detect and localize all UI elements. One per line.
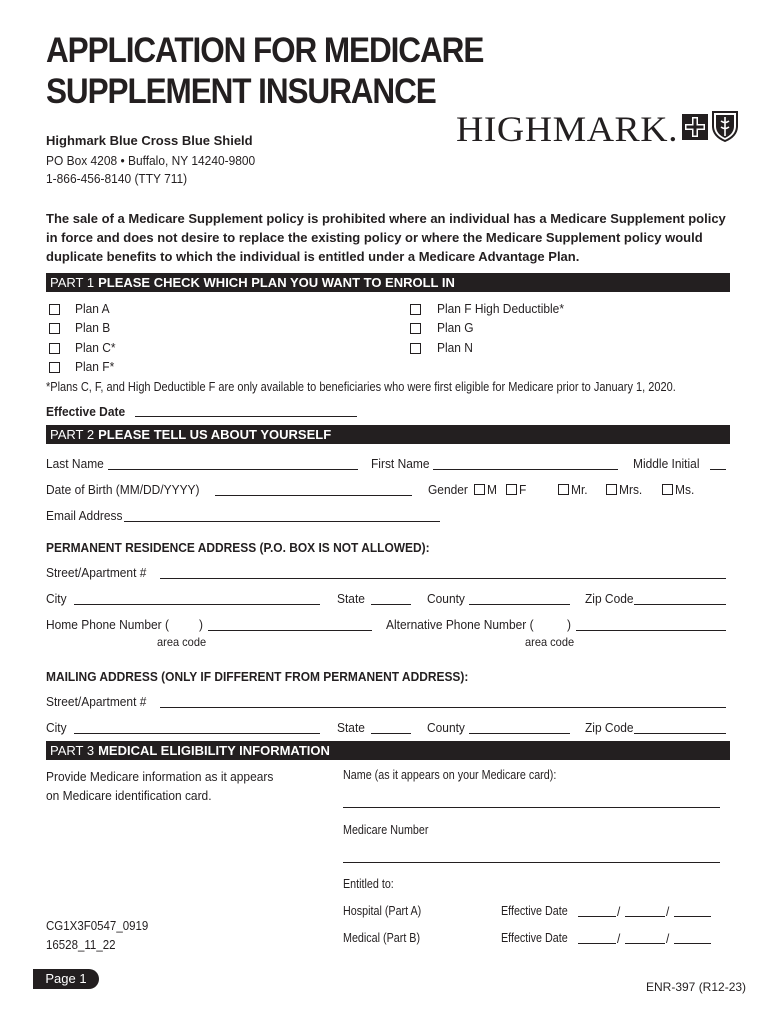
- title-mr-label: Mr.: [571, 482, 588, 497]
- form-title: [46, 30, 483, 112]
- part-b-effective-date-label: Effective Date: [501, 931, 568, 945]
- gender-label: Gender: [428, 482, 468, 497]
- part1-number: PART 1: [50, 275, 95, 290]
- mail-street-label: Street/Apartment #: [46, 694, 147, 709]
- mail-county-field[interactable]: [469, 733, 570, 734]
- first-name-field[interactable]: [433, 469, 618, 470]
- middle-initial-label: Middle Initial: [633, 456, 700, 471]
- home-phone-paren: ): [199, 617, 203, 632]
- form-code-1: CG1X3F0547_0919: [46, 919, 149, 933]
- perm-city-field[interactable]: [74, 604, 320, 605]
- email-field[interactable]: [124, 521, 440, 522]
- part-b-year-field[interactable]: [674, 943, 711, 944]
- plan-b-checkbox[interactable]: [49, 323, 60, 334]
- gender-m-label: M: [487, 482, 497, 497]
- medicare-number-field[interactable]: [343, 862, 720, 863]
- form-title-line1: APPLICATION FOR MEDICARE: [46, 31, 484, 70]
- org-address: PO Box 4208 • Buffalo, NY 14240-9800: [46, 153, 256, 168]
- part2-number: PART 2: [50, 427, 95, 442]
- perm-street-field[interactable]: [160, 578, 726, 579]
- perm-city-label: City: [46, 591, 67, 606]
- plan-g-checkbox[interactable]: [410, 323, 421, 334]
- medicare-name-field[interactable]: [343, 807, 720, 808]
- first-name-label: First Name: [371, 456, 430, 471]
- mail-zip-field[interactable]: [634, 733, 726, 734]
- perm-state-field[interactable]: [371, 604, 411, 605]
- gender-f-label: F: [519, 482, 527, 497]
- org-phone: 1-866-456-8140 (TTY 711): [46, 171, 188, 186]
- plan-c-checkbox[interactable]: [49, 343, 60, 354]
- plan-b-label: Plan B: [75, 320, 111, 335]
- title-mrs-label: Mrs.: [619, 482, 643, 497]
- mail-state-field[interactable]: [371, 733, 411, 734]
- part2-label: PLEASE TELL US ABOUT YOURSELF: [98, 427, 332, 442]
- part-a-year-field[interactable]: [674, 916, 711, 917]
- form-id: ENR-397 (R12-23): [646, 980, 747, 994]
- email-label: Email Address: [46, 508, 123, 523]
- perm-county-label: County: [427, 591, 465, 606]
- last-name-field[interactable]: [108, 469, 358, 470]
- perm-county-field[interactable]: [469, 604, 570, 605]
- part-b-month-field[interactable]: [578, 943, 616, 944]
- part-a-effective-date-label: Effective Date: [501, 904, 568, 918]
- perm-state-label: State: [337, 591, 365, 606]
- part-b-slash-2: /: [666, 931, 670, 946]
- entitled-to-label: Entitled to:: [343, 877, 394, 891]
- plan-n-label: Plan N: [437, 340, 473, 355]
- part-a-day-field[interactable]: [625, 916, 665, 917]
- title-mr-checkbox[interactable]: [558, 484, 569, 495]
- part3-header: [46, 741, 730, 760]
- medicare-name-label: Name (as it appears on your Medicare card):: [343, 768, 557, 782]
- gender-f-checkbox[interactable]: [506, 484, 517, 495]
- blue-shield-icon: [712, 110, 738, 142]
- plan-f-label: Plan F*: [75, 359, 115, 374]
- org-name: Highmark Blue Cross Blue Shield: [46, 133, 253, 148]
- page-number-badge: Page 1: [33, 969, 99, 989]
- alt-phone-paren: ): [567, 617, 571, 632]
- effective-date-field[interactable]: [135, 416, 357, 417]
- dob-field[interactable]: [215, 495, 412, 496]
- provide-info-line2: on Medicare identification card.: [46, 788, 212, 803]
- plan-f-checkbox[interactable]: [49, 362, 60, 373]
- home-phone-label: Home Phone Number (: [46, 617, 169, 632]
- part2-header: [46, 425, 730, 444]
- home-phone-area-code: area code: [157, 635, 207, 649]
- mail-city-field[interactable]: [74, 733, 320, 734]
- home-phone-field[interactable]: [208, 630, 372, 631]
- part-a-slash-2: /: [666, 904, 670, 919]
- hospital-part-a-label: Hospital (Part A): [343, 904, 422, 918]
- blue-cross-icon: [682, 114, 708, 140]
- dob-label: Date of Birth (MM/DD/YYYY): [46, 482, 200, 497]
- permanent-address-heading: PERMANENT RESIDENCE ADDRESS (P.O. BOX IS NOT ALLOWED):: [46, 540, 430, 555]
- plans-footnote: *Plans C, F, and High Deductible F are only available to beneficiaries who were first eligible for Medicare prior to January 1, 2020.: [46, 380, 676, 394]
- part1-header: [46, 273, 730, 292]
- medicare-number-label: Medicare Number: [343, 823, 429, 837]
- gender-m-checkbox[interactable]: [474, 484, 485, 495]
- form-code-2: 16528_11_22: [46, 938, 116, 952]
- mail-street-field[interactable]: [160, 707, 726, 708]
- mail-zip-label: Zip Code: [585, 720, 634, 735]
- part3-number: PART 3: [50, 743, 95, 758]
- part-b-day-field[interactable]: [625, 943, 665, 944]
- plan-f-high-deductible-checkbox[interactable]: [410, 304, 421, 315]
- mail-city-label: City: [46, 720, 67, 735]
- perm-street-label: Street/Apartment #: [46, 565, 147, 580]
- plan-f-high-deductible-label: Plan F High Deductible*: [437, 301, 564, 316]
- plan-c-label: Plan C*: [75, 340, 116, 355]
- alt-phone-label: Alternative Phone Number (: [386, 617, 534, 632]
- part1-label: PLEASE CHECK WHICH PLAN YOU WANT TO ENROLL IN: [98, 275, 455, 290]
- logo-wordmark: HIGHMARK.: [456, 109, 679, 149]
- medical-part-b-label: Medical (Part B): [343, 931, 421, 945]
- perm-zip-field[interactable]: [634, 604, 726, 605]
- alt-phone-area-code: area code: [525, 635, 575, 649]
- plan-g-label: Plan G: [437, 320, 474, 335]
- part3-label: MEDICAL ELIGIBILITY INFORMATION: [98, 743, 330, 758]
- intro-notice: The sale of a Medicare Supplement policy is prohibited where an individual has a Medicare Supplement policy in force and does not desire to replace the existing policy or where the Medicare Supplement policy would duplicate benefits to which the individual is entitled under a Medicare Advantage Plan.: [46, 211, 726, 264]
- title-ms-checkbox[interactable]: [662, 484, 673, 495]
- alt-phone-field[interactable]: [576, 630, 726, 631]
- plan-a-checkbox[interactable]: [49, 304, 60, 315]
- form-title-line2: SUPPLEMENT INSURANCE: [46, 72, 436, 111]
- last-name-label: Last Name: [46, 456, 104, 471]
- title-mrs-checkbox[interactable]: [606, 484, 617, 495]
- mailing-address-heading: MAILING ADDRESS (ONLY IF DIFFERENT FROM PERMANENT ADDRESS):: [46, 669, 469, 684]
- mail-county-label: County: [427, 720, 465, 735]
- perm-zip-label: Zip Code: [585, 591, 634, 606]
- middle-initial-field[interactable]: [710, 469, 726, 470]
- plan-a-label: Plan A: [75, 301, 110, 316]
- title-ms-label: Ms.: [675, 482, 695, 497]
- plan-n-checkbox[interactable]: [410, 343, 421, 354]
- part-b-slash-1: /: [617, 931, 621, 946]
- part-a-month-field[interactable]: [578, 916, 616, 917]
- provide-info-line1: Provide Medicare information as it appears: [46, 769, 274, 784]
- part-a-slash-1: /: [617, 904, 621, 919]
- mail-state-label: State: [337, 720, 365, 735]
- effective-date-label: Effective Date: [46, 404, 126, 419]
